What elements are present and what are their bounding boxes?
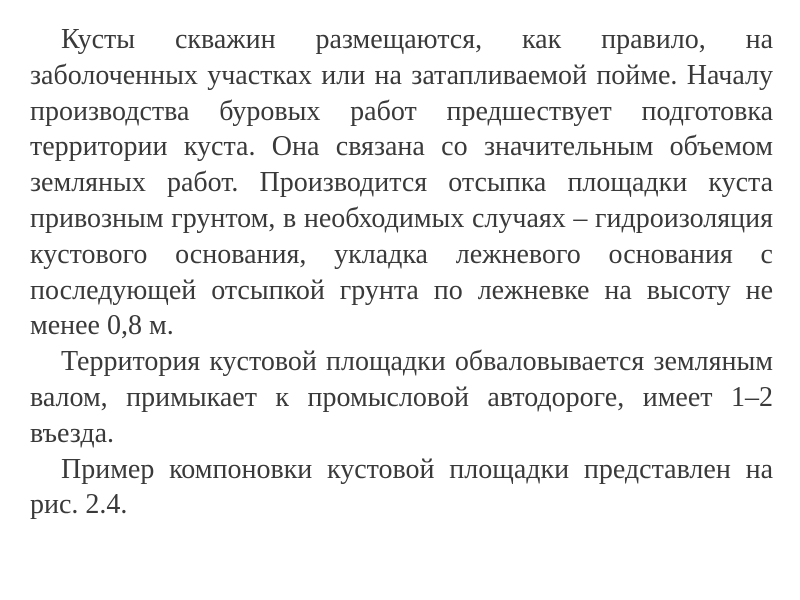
- paragraph: Кусты скважин размещаются, как правило, на заболоченных участках или на затапливаемой пойме. Началу производства буровых работ предшествует подготовка территории куста. Она связана со значительным объемом земляных работ. Производится отсыпка площадки куста привозным грунтом, в необходимых случаях – гидроизоляция кустового основания, укладка лежневого основания с последующей отсыпкой грунта по лежневке на высоту не менее 0,8 м.: [30, 24, 773, 342]
- paragraph: Пример компоновки кустовой площадки представлен на рис. 2.4.: [30, 453, 773, 521]
- paragraph: Территория кустовой площадки обваловывается земляным валом, примыкает к промысловой автодороге, имеет 1–2 въезда.: [30, 346, 773, 449]
